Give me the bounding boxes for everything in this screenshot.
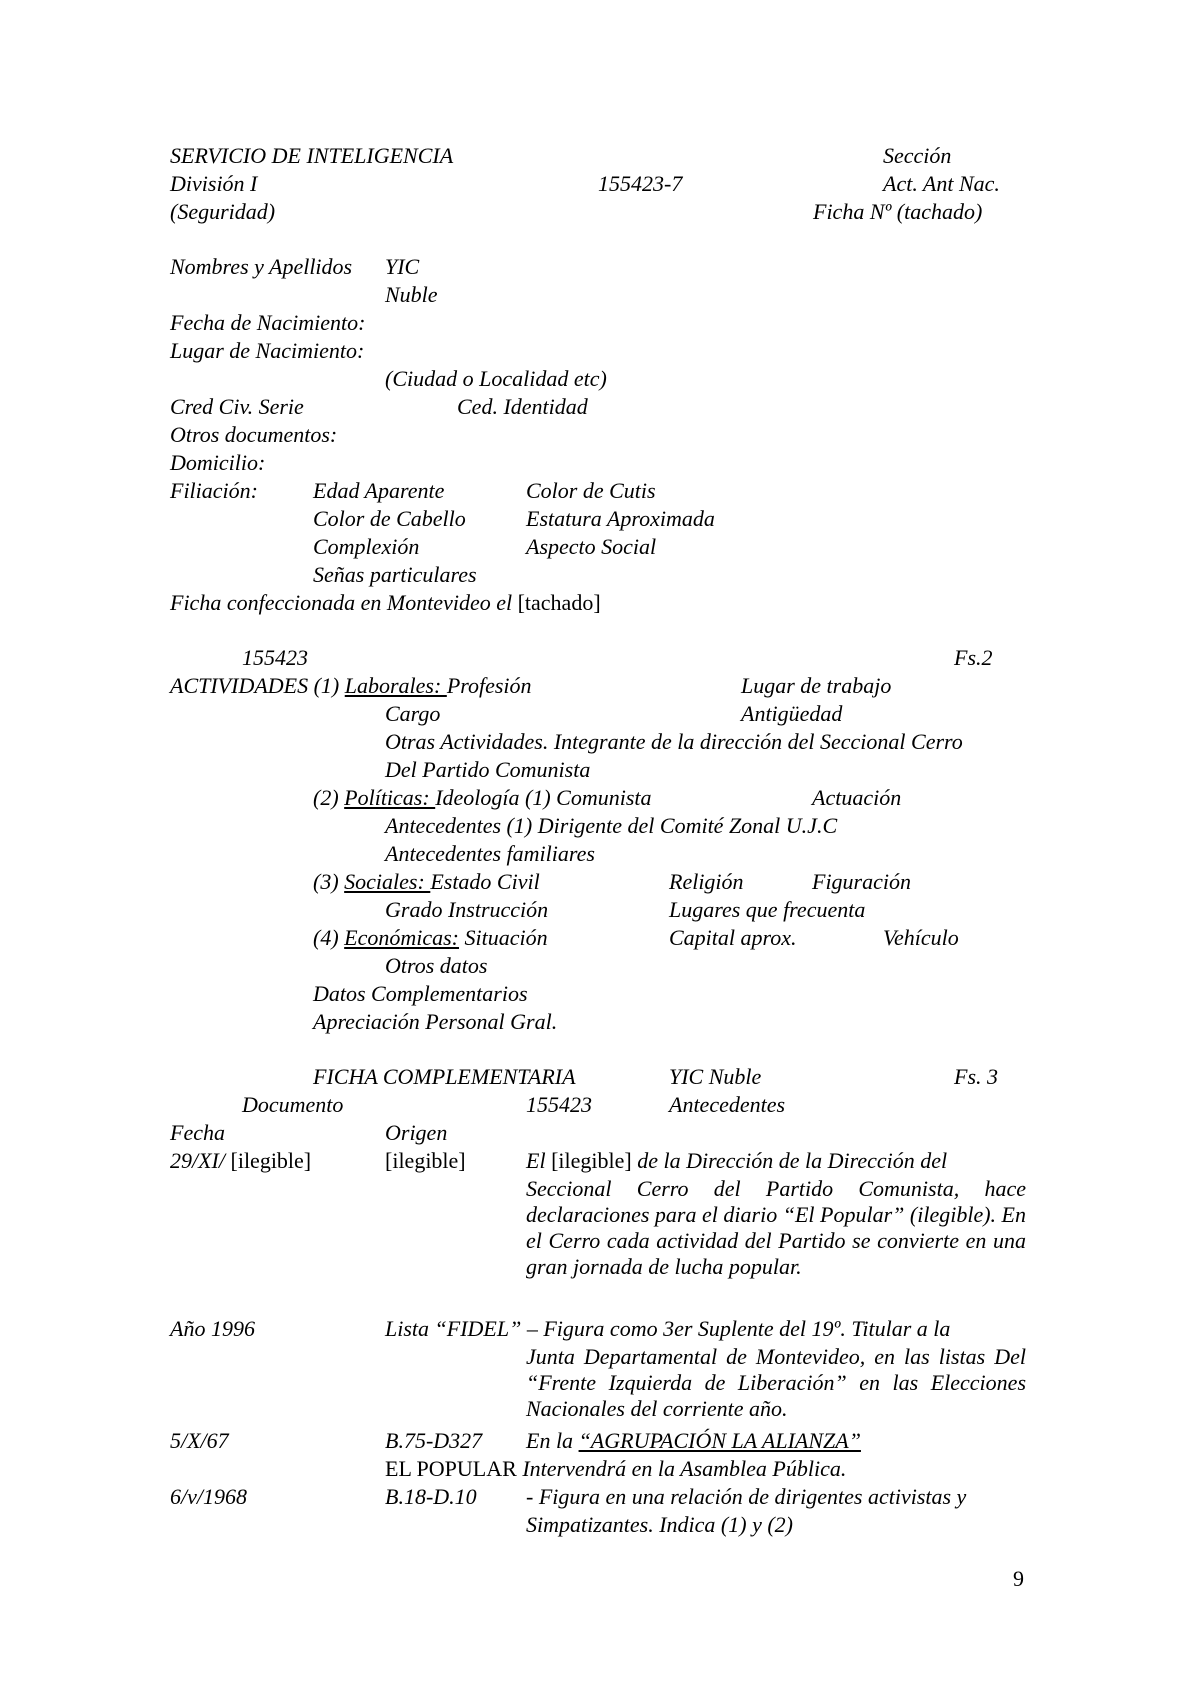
entry-4-line-2: Simpatizantes. Indica (1) y (2): [526, 1512, 793, 1537]
sociales-number: (3): [313, 869, 339, 894]
capital-label: Capital aprox.: [669, 925, 797, 950]
apreciacion-personal: Apreciación Personal Gral.: [313, 1009, 558, 1034]
birth-place-hint: (Ciudad o Localidad etc): [385, 366, 607, 391]
entry-4-origin: B.18-D.10: [385, 1484, 477, 1509]
grado-instruccion: Grado Instrucción: [385, 897, 549, 922]
surname: YIC: [385, 254, 420, 279]
vehiculo-label: Vehículo: [883, 925, 959, 950]
entry-3-date: 5/X/67: [170, 1428, 229, 1453]
sociales-line: [313, 869, 540, 895]
activities-label: ACTIVIDADES (1): [170, 673, 340, 698]
economicas-label: Económicas:: [344, 925, 460, 950]
page-number: 9: [1013, 1566, 1024, 1591]
cred-civ-label: Cred Civ. Serie: [170, 394, 304, 419]
made-in-label: Ficha confeccionada en Montevideo el: [170, 590, 513, 615]
entry-3-el-popular: EL POPULAR: [385, 1456, 517, 1481]
entry-3-line-2: [385, 1456, 846, 1482]
entry-1-line-1: [526, 1148, 947, 1174]
given-name: Nuble: [385, 282, 438, 307]
cutis-label: Color de Cutis: [526, 478, 656, 503]
birth-date-label: Fecha de Nacimiento:: [170, 310, 366, 335]
entry-3-line-1: [526, 1428, 861, 1454]
documento-header: Documento: [242, 1092, 344, 1117]
politicas-number: (2): [313, 785, 339, 810]
entry-3-prefix: En la: [526, 1428, 579, 1453]
complexion-label: Complexión: [313, 534, 420, 559]
edad-label: Edad Aparente: [313, 478, 445, 503]
entry-1-date-illegible: [ilegible]: [225, 1148, 312, 1173]
datos-complementarios: Datos Complementarios: [313, 981, 528, 1006]
estatura-label: Estatura Aproximada: [526, 506, 715, 531]
act-label: Act. Ant Nac.: [883, 171, 1000, 196]
actuacion-label: Actuación: [812, 785, 902, 810]
lugar-trabajo-label: Lugar de trabajo: [741, 673, 892, 698]
laborales-label: Laborales:: [344, 673, 447, 698]
page2-number: 155423: [242, 645, 308, 670]
entry-2-date: Año 1996: [170, 1316, 255, 1341]
service-heading: SERVICIO DE INTELIGENCIA: [170, 143, 454, 168]
estado-civil-label: Estado Civil: [430, 869, 540, 894]
religion-label: Religión: [669, 869, 744, 894]
senas-label: Señas particulares: [313, 562, 477, 587]
antiguedad-label: Antigüedad: [741, 701, 843, 726]
figuracion-label: Figuración: [812, 869, 911, 894]
otras-actividades-2: Del Partido Comunista: [385, 757, 591, 782]
entry-1-description: Seccional Cerro del Partido Comunista, hace declaraciones para el diario “El Popular” (ilegible). En el Cerro cada actividad del Partido se convierte en una gran jornada de lucha popular.: [526, 1176, 1026, 1279]
entry-3-origin: B.75-D327: [385, 1428, 483, 1453]
names-label: Nombres y Apellidos: [170, 254, 353, 279]
politicas-line: [313, 785, 652, 811]
subject-name: YIC Nuble: [669, 1064, 762, 1089]
file-number: 155423-7: [598, 171, 683, 196]
politicas-label: Políticas:: [344, 785, 436, 810]
aspecto-label: Aspecto Social: [526, 534, 657, 559]
filiation-label: Filiación:: [170, 478, 258, 503]
entry-2-line-1: Lista “FIDEL” – Figura como 3er Suplente del 19º. Titular a la: [385, 1316, 951, 1341]
origen-header: Origen: [385, 1120, 448, 1145]
ficha-complementaria-title: FICHA COMPLEMENTARIA: [313, 1064, 576, 1089]
cabello-label: Color de Cabello: [313, 506, 466, 531]
page3-folio: Fs. 3: [954, 1064, 998, 1089]
lugares-frecuenta: Lugares que frecuenta: [669, 897, 866, 922]
entry-3-agrupacion: “AGRUPACIÓN LA ALIANZA”: [578, 1428, 861, 1453]
entry-4-date: 6/v/1968: [170, 1484, 247, 1509]
entry-2-description: Junta Departamental de Montevideo, en las listas Del “Frente Izquierda de Liberación” en las Elecciones Nacionales del corriente año.: [526, 1344, 1026, 1421]
other-docs-label: Otros documentos:: [170, 422, 338, 447]
economicas-line: [313, 925, 548, 951]
antecedentes-line: Antecedentes (1) Dirigente del Comité Zonal U.J.C: [385, 813, 838, 838]
made-in-date: [tachado]: [517, 590, 601, 615]
profesion-label: Profesión: [446, 673, 532, 698]
entry-1-date: [170, 1148, 311, 1174]
antecedentes-familiares: Antecedentes familiares: [385, 841, 595, 866]
situacion-label: Situación: [459, 925, 548, 950]
economicas-number: (4): [313, 925, 339, 950]
entry-1-origin: [ilegible]: [385, 1148, 466, 1173]
domicile-label: Domicilio:: [170, 450, 266, 475]
division-label: División I: [170, 171, 258, 196]
antecedentes-header: Antecedentes: [669, 1092, 786, 1117]
birth-place-label: Lugar de Nacimiento:: [170, 338, 365, 363]
otros-datos-label: Otros datos: [385, 953, 488, 978]
entry-1-el: El: [526, 1148, 546, 1173]
ced-identidad-label: Ced. Identidad: [457, 394, 588, 419]
ficha-number: Ficha Nº (tachado): [813, 199, 983, 224]
entry-1-illegible: [ilegible]: [545, 1148, 638, 1173]
otras-actividades-1: Otras Actividades. Integrante de la dirección del Seccional Cerro: [385, 729, 963, 754]
section-label: Sección: [883, 143, 952, 168]
entry-1-text: de la Dirección de la Dirección del: [637, 1148, 948, 1173]
ideologia-label: Ideología (1) Comunista: [435, 785, 652, 810]
entry-4-line-1: - Figura en una relación de dirigentes activistas y: [526, 1484, 967, 1509]
entry-1-date-main: 29/XI/: [170, 1148, 225, 1173]
sociales-label: Sociales:: [344, 869, 431, 894]
cargo-label: Cargo: [385, 701, 441, 726]
entry-3-asamblea: Intervendrá en la Asamblea Pública.: [516, 1456, 847, 1481]
made-in-line: [170, 590, 601, 616]
activities-line: [170, 673, 532, 699]
fecha-header: Fecha: [170, 1120, 225, 1145]
security-label: (Seguridad): [170, 199, 276, 224]
page2-folio: Fs.2: [954, 645, 993, 670]
page3-number: 155423: [526, 1092, 592, 1117]
